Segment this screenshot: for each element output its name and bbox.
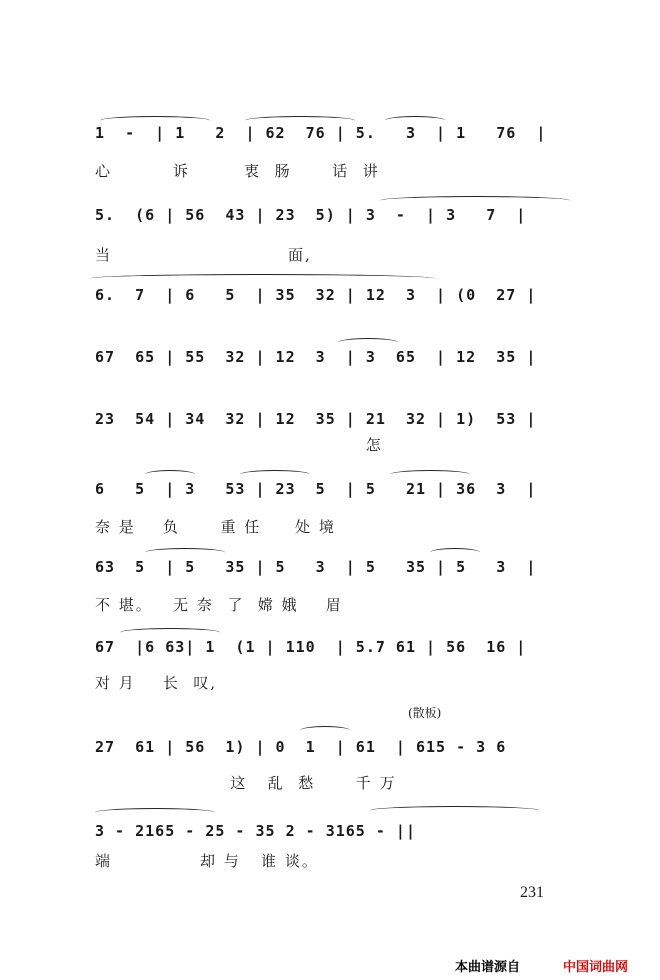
notation-text: 27 61 | 56 1) | 0 1 | 61 | 615 - 3 6	[95, 738, 507, 756]
notation-text: 5. (6 | 56 43 | 23 5) | 3 - | 3 7 |	[95, 206, 527, 224]
footer-site-link[interactable]: 中国词曲网	[563, 960, 629, 975]
slur-mark	[145, 470, 195, 479]
slur-mark	[300, 726, 350, 735]
slur-mark	[240, 470, 310, 479]
notation-text: 1 - | 1 2 | 62 76 | 5. 3 | 1 76 |	[95, 124, 547, 142]
slur-mark	[120, 628, 220, 637]
slur-mark	[390, 470, 470, 479]
notation-line-10	[0, 822, 660, 846]
lyric-line-1	[0, 160, 660, 182]
lyric-text: 对 月 长 叹,	[95, 674, 218, 692]
lyric-line-10	[0, 850, 660, 872]
notation-text: 63 5 | 5 35 | 5 3 | 5 35 | 5 3 |	[95, 558, 537, 576]
notation-line-5	[0, 410, 660, 434]
lyric-text: 心 诉 衷 肠 话 讲	[95, 162, 380, 180]
notation-line-1	[0, 124, 660, 148]
lyric-line-2	[0, 244, 660, 266]
lyric-text: 当 面,	[95, 246, 312, 264]
lyric-text: 端 却 与 谁 谈。	[95, 852, 319, 870]
lyric-line-7	[0, 594, 660, 616]
notation-text: 3 - 2165 - 25 - 35 2 - 3165 - ||	[95, 822, 416, 840]
page-number: 231	[520, 884, 544, 901]
lyric-line-6	[0, 516, 660, 538]
lyric-text: 怎	[95, 436, 383, 454]
notation-line-9	[0, 738, 660, 762]
slur-mark	[145, 548, 225, 557]
notation-line-4	[0, 348, 660, 372]
slur-mark	[338, 338, 398, 347]
slur-mark	[380, 196, 570, 205]
notation-line-8	[0, 638, 660, 662]
lyric-line-9	[0, 772, 660, 794]
notation-text: 6. 7 | 6 5 | 35 32 | 12 3 | (0 27 |	[95, 286, 537, 304]
slur-mark	[430, 548, 480, 557]
slur-mark	[90, 274, 435, 283]
notation-line-2	[0, 206, 660, 230]
slur-mark	[95, 808, 215, 817]
notation-line-6	[0, 480, 660, 504]
notation-line-7	[0, 558, 660, 582]
lyric-text: 这 乱 愁 千 万	[95, 774, 397, 792]
slur-mark	[385, 116, 445, 125]
lyric-line-5	[0, 434, 660, 456]
lyric-text: 奈 是 负 重 任 处 境	[95, 518, 336, 536]
notation-line-3	[0, 286, 660, 310]
lyric-text: 不 堪。 无 奈 了 嫦 娥 眉	[95, 596, 343, 614]
notation-text: 23 54 | 34 32 | 12 35 | 21 32 | 1) 53 |	[95, 410, 537, 428]
slur-mark	[100, 116, 210, 125]
footer-source-label: 本曲谱源自	[455, 960, 521, 975]
slur-mark	[245, 116, 355, 125]
notation-text: 6 5 | 3 53 | 23 5 | 5 21 | 36 3 |	[95, 480, 537, 498]
tempo-marking: (散板)	[408, 706, 442, 720]
notation-text: 67 |6 63| 1 (1 | 110 | 5.7 61 | 56 16 |	[95, 638, 527, 656]
lyric-line-8	[0, 672, 660, 694]
notation-text: 67 65 | 55 32 | 12 3 | 3 65 | 12 35 |	[95, 348, 537, 366]
slur-mark	[370, 806, 540, 815]
